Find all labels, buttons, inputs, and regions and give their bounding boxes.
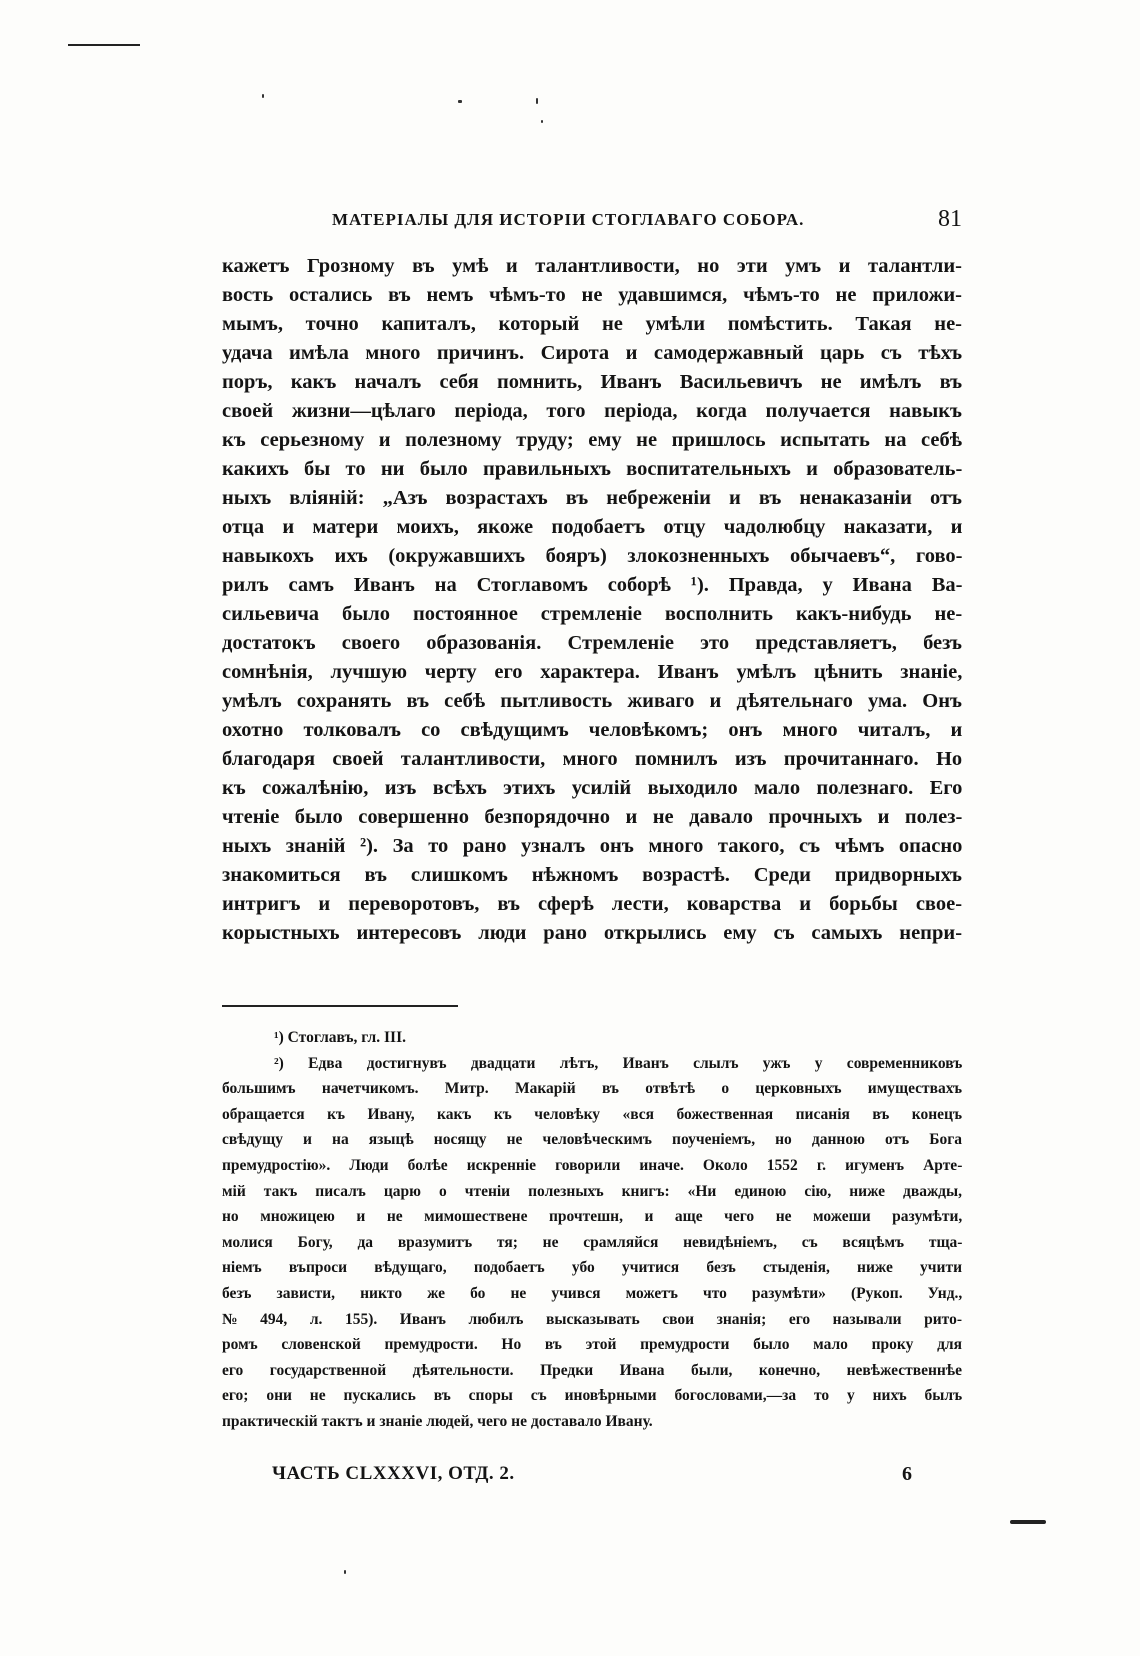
footnote-2-line: большимъ начетчикомъ. Митр. Макарій въ отвѣтѣ о церковныхъ имуществахъ	[222, 1080, 962, 1098]
text-line: къ сожалѣнію, изъ всѣхъ этихъ усилій выходило мало полезнаго. Его	[222, 777, 962, 799]
running-head	[222, 206, 962, 236]
footnote-1: ¹) Стоглавъ, гл. III.	[274, 1029, 406, 1046]
text-line: удача имѣла много причинъ. Сирота и самодержавный царь съ тѣхъ	[222, 342, 962, 364]
sheet-number: 6	[902, 1463, 912, 1485]
signature-line	[272, 1463, 912, 1493]
footnote-2-line: ²) Едва достигнувъ двадцати лѣтъ, Иванъ слылъ ужъ у современниковъ	[274, 1054, 962, 1072]
text-line: ныхъ вліяній: „Азъ возрастахъ въ небреженіи и въ ненаказаніи отъ	[222, 487, 962, 509]
text-line: ныхъ знаній ²). За то рано узналъ онъ много такого, съ чѣмъ опасно	[222, 835, 962, 857]
text-line: корыстныхъ интересовъ люди рано открылись ему съ самыхъ непри-	[222, 922, 962, 944]
text-line: какихъ бы то ни было правильныхъ воспитательныхъ и образователь-	[222, 458, 962, 480]
text-line: къ серьезному и полезному труду; ему не пришлось испытать на себѣ	[222, 429, 962, 451]
page-number: 81	[938, 206, 962, 232]
text-line: вость остались въ немъ чѣмъ-то не удавшимся, чѣмъ-то не приложи-	[222, 284, 962, 306]
text-line: знакомиться въ слишкомъ нѣжномъ возрастѣ. Среди придворныхъ	[222, 864, 962, 886]
text-line: интригъ и переворотовъ, въ сферѣ лести, коварства и борьбы свое-	[222, 893, 962, 915]
text-line: навыкохъ ихъ (окружавшихъ бояръ) злокозненныхъ обычаевъ“, гово-	[222, 545, 962, 567]
scan-speck	[344, 1570, 346, 1574]
scan-speck	[541, 120, 543, 123]
footnote-2-line: его; они не пускались въ споры съ иновѣрными богословами,—за то у нихъ былъ	[222, 1387, 962, 1405]
footnote-2-line: № 494, л. 155). Иванъ любилъ высказывать свои знанія; его называли рито-	[222, 1310, 962, 1328]
text-line: отца и матери моихъ, якоже подобаетъ отцу чадолюбцу наказати, и	[222, 516, 962, 538]
text-line: мымъ, точно капиталъ, который не умѣли помѣстить. Такая не-	[222, 313, 962, 335]
footnote-2-line: но множицею и не мимошествене прочтешн, и аще чего не можеши разумѣти,	[222, 1208, 962, 1226]
footnote-2-line: мій такъ писалъ царю о чтеніи полезныхъ книгъ: «Ни единою сію, ниже дважды,	[222, 1182, 962, 1200]
scan-edge-mark	[68, 44, 140, 46]
text-line: охотно толковалъ со свѣдущимъ человѣкомъ; онъ много читалъ, и	[222, 719, 962, 741]
footnote-divider	[222, 1005, 458, 1007]
footnote-2-line: практическій тактъ и знаніе людей, чего не доставало Ивану.	[222, 1412, 653, 1430]
text-line: достатокъ своего образованія. Стремленіе это представляетъ, безъ	[222, 632, 962, 654]
body-text	[222, 252, 962, 948]
footnote-2-line: молися Богу, да вразумитъ тя; не срамляйся невидѣніемъ, съ всяцѣмъ тща-	[222, 1233, 962, 1251]
footnote-2-line: обращается къ Ивану, какъ къ человѣку «вся божественная писанія въ конецъ	[222, 1105, 962, 1123]
footnote-2-line: ніемъ въпроси вѣдущаго, подобаетъ убо учитися безъ стыденія, ниже учити	[222, 1259, 962, 1277]
text-line: кажетъ Грозному въ умѣ и талантливости, но эти умъ и талантли-	[222, 255, 962, 277]
text-line: чтеніе было совершенно безпорядочно и не давало прочныхъ и полез-	[222, 806, 962, 828]
footnote-2-line: свѣдущу и на языцѣ носящу не человѣческимъ поученіемъ, но данною отъ Бога	[222, 1131, 962, 1149]
text-line: поръ, какъ началъ себя помнить, Иванъ Васильевичъ не имѣлъ въ	[222, 371, 962, 393]
text-line: сомнѣнія, лучшую черту его характера. Иванъ умѣлъ цѣнить знаніе,	[222, 661, 962, 683]
footnote-2-line: безъ зависти, никто же бо не учився можетъ что разумѣти» (Рукоп. Унд.,	[222, 1284, 962, 1302]
text-line: своей жизни—цѣлаго періода, того періода, когда получается навыкъ	[222, 400, 962, 422]
text-line: рилъ самъ Иванъ на Стоглавомъ соборѣ ¹). Правда, у Ивана Ва-	[222, 574, 962, 596]
scan-speck	[262, 94, 264, 98]
scan-speck	[536, 98, 538, 104]
text-line: благодаря своей талантливости, много помнилъ изъ прочитаннаго. Но	[222, 748, 962, 770]
text-line: сильевича было постоянное стремленіе восполнить какъ-нибудь не-	[222, 603, 962, 625]
text-line: умѣлъ сохранять въ себѣ пытливость живаго и дѣятельнаго ума. Онъ	[222, 690, 962, 712]
part-label: ЧАСТЬ CLXXXVI, ОТД. 2.	[272, 1463, 515, 1484]
footnote-2-line: премудростію». Люди болѣе искренніе говорили иначе. Около 1552 г. игуменъ Арте-	[222, 1156, 962, 1174]
scan-edge-mark	[1010, 1520, 1046, 1524]
footnote-2-line: его государственной дѣятельности. Предки Ивана были, конечно, невѣжественнѣе	[222, 1361, 962, 1379]
footnotes	[222, 1025, 962, 1435]
running-title: МАТЕРІАЛЫ ДЛЯ ИСТОРІИ СТОГЛАВАГО СОБОРА.	[332, 210, 805, 229]
scan-speck	[458, 100, 462, 103]
footnote-2-line: ромъ словенской премудрости. Но въ этой премудрости было мало проку для	[222, 1336, 962, 1354]
